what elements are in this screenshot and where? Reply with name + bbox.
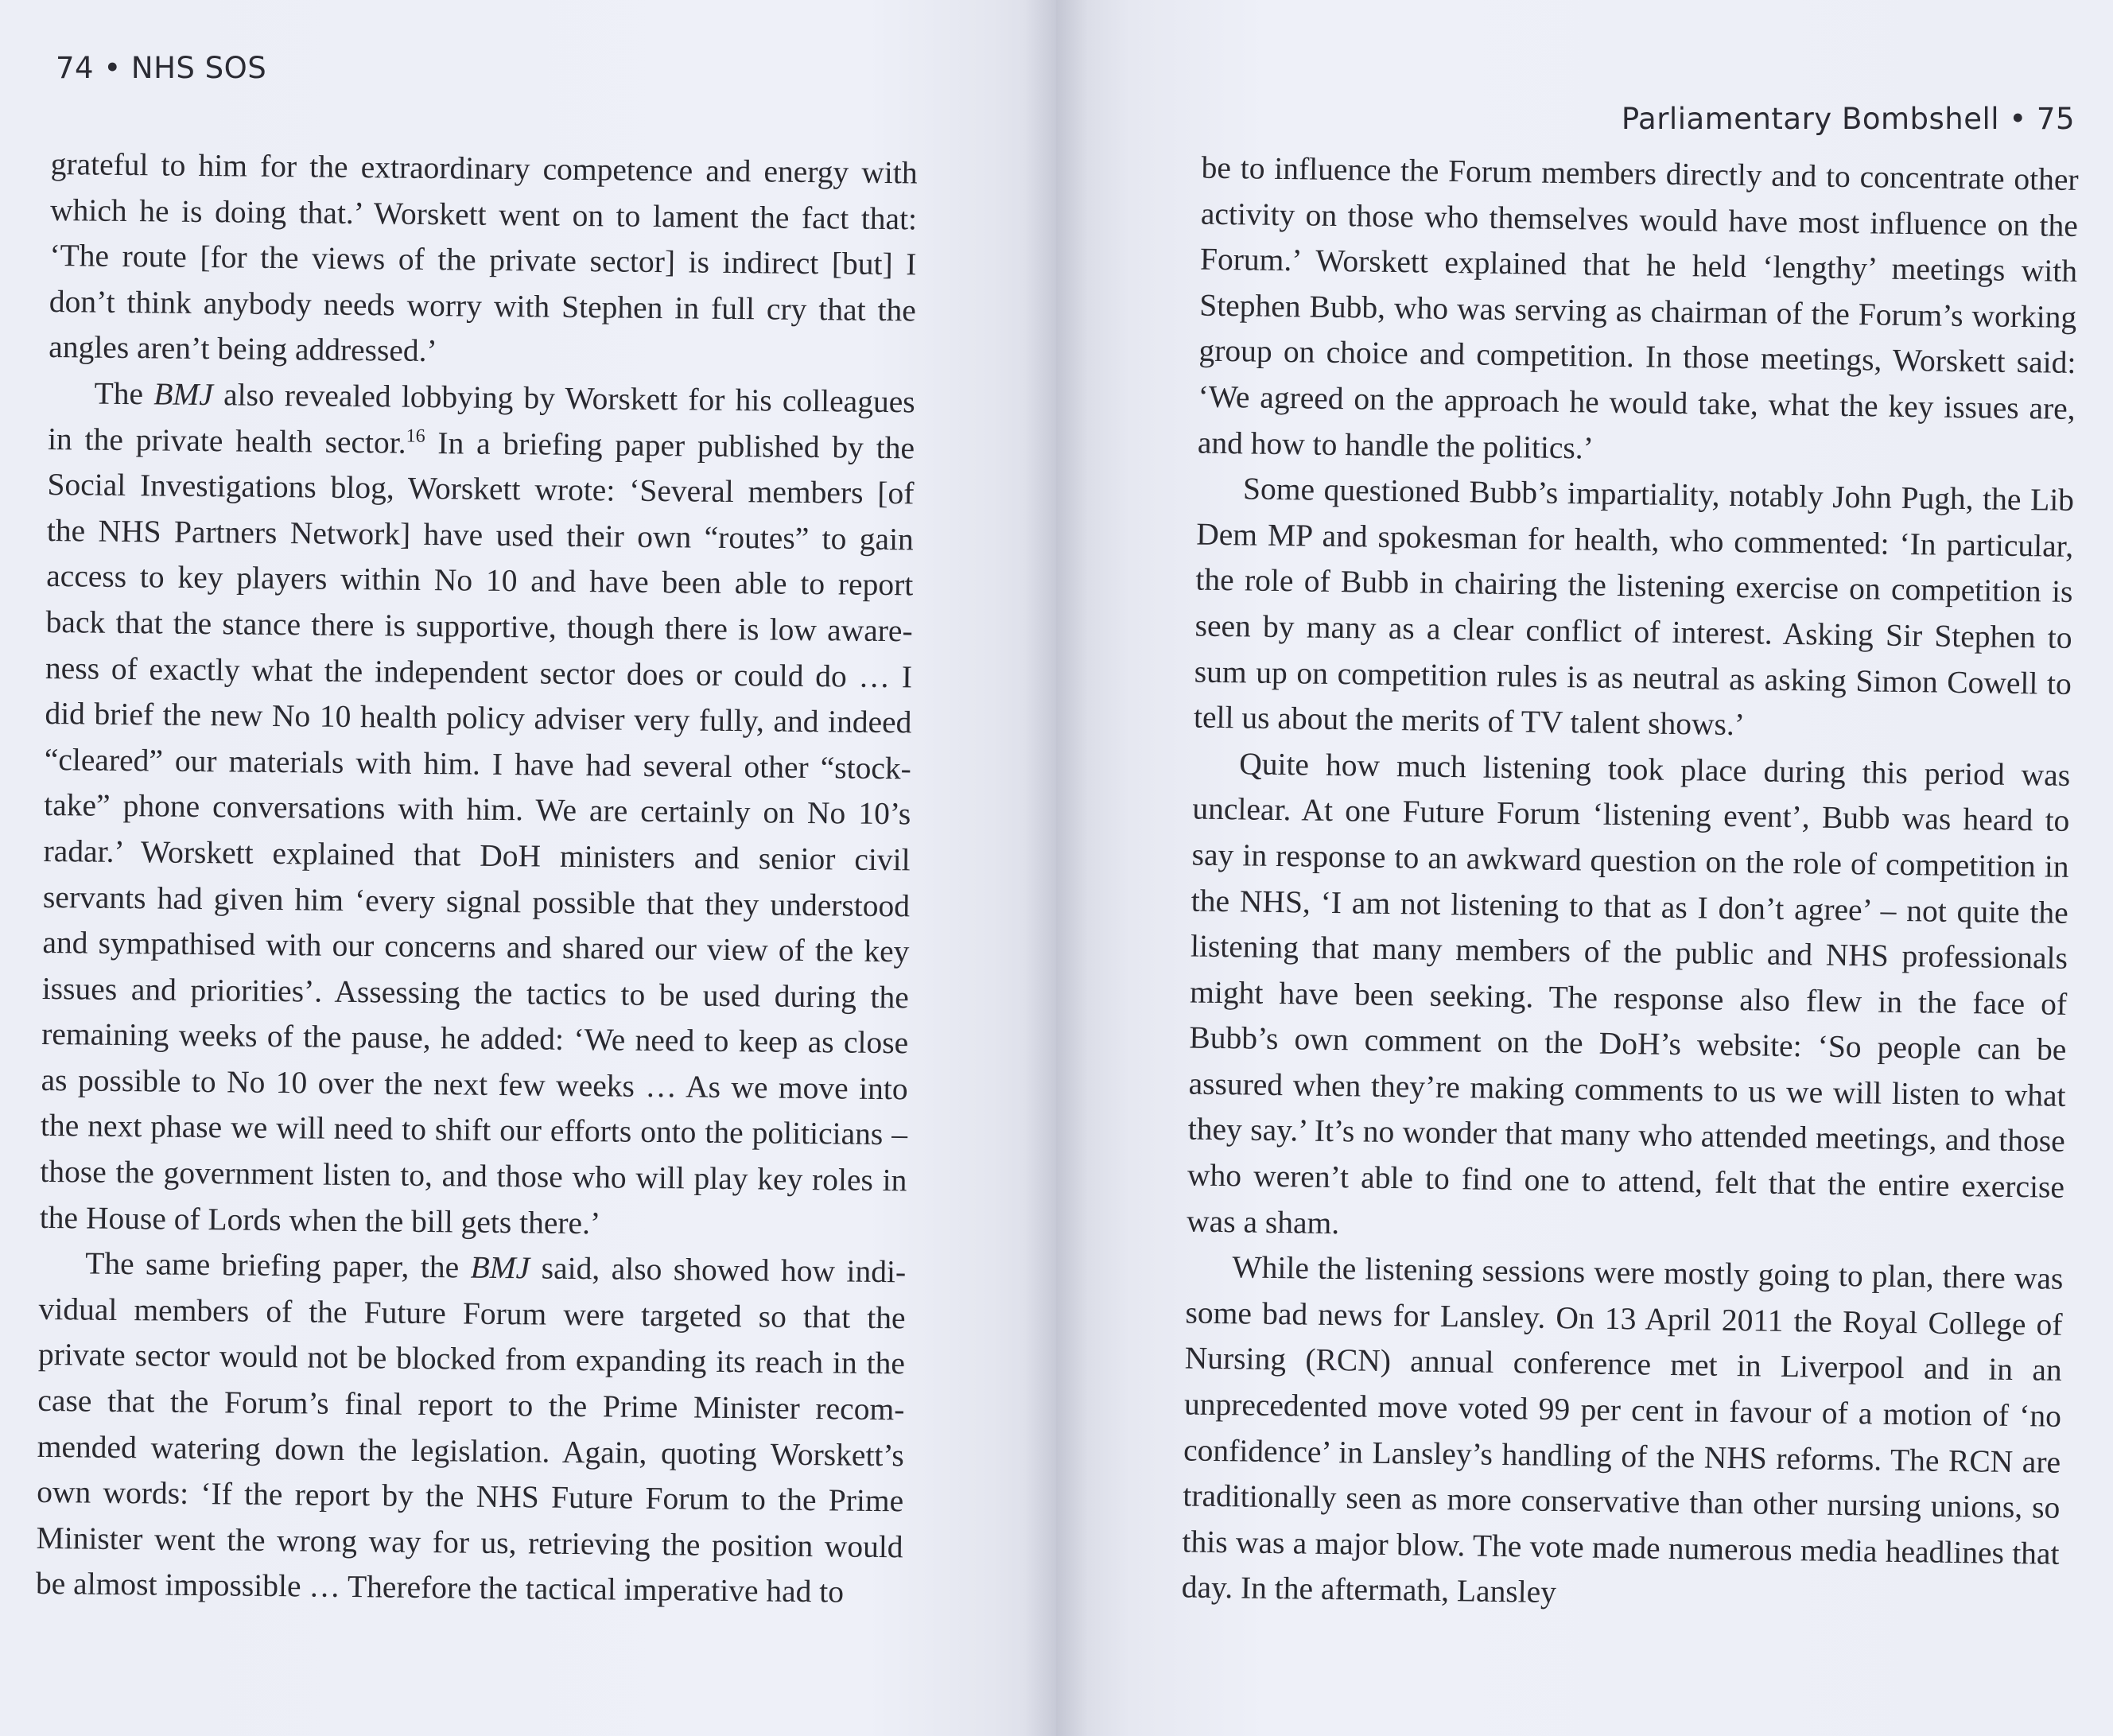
text-run: The bbox=[94, 375, 154, 412]
text-run: Quite how much listening took place during this period was unclear. At one Future Forum ‘listening event’, Bubb was heard to say in response to an awkward question on the role of competition in the NHS, ‘I am not listening to that as I don’t agree’ – not quite the listening that many members of the public and NHS professionals might have been seeking. The response also flew in the face of Bubb’s own comment on the DoH’s website: ‘So people can be assured when they’re making comments to us we will listen to what they say.’ It’s no wonder that many who attended meetings, and those who weren’t able to find one to attend, felt that the entire exercise was a sham. bbox=[1186, 746, 2071, 1241]
paragraph bbox=[40, 371, 915, 1250]
paragraph bbox=[1197, 146, 2079, 479]
right-running-head: Parliamentary Bombshell • 75 bbox=[1621, 102, 2075, 136]
right-page bbox=[1056, 0, 2113, 1736]
text-run: In a briefing paper published by the Social Investigations blog, Worskett wrote: ‘Several members [of the NHS Partners Network] have used their own “routes” to gain access to key players within No 10 and have been able to report back that the stance there is supportive, though there is low awareness of exactly what the independent sector does or could do … I did brief the new No 10 health policy adviser very fully, and indeed “cleared” our materials with him. I have had several other “stock-take” phone conversations with him. We are certainly on No 10’s radar.’ Worskett explained that DoH ministers and senior civil servants had given him ‘every signal possible that they understood and sympathised with our concerns and shared our view of the key issues and priorities’. Assessing the tactics to be used during the remaining weeks of the pause, he added: ‘We need to keep as close as possible to No 10 over the next few weeks … As we move into the next phase we will need to shift our efforts onto the politicians – those the government listen to, and those who will play key roles in the House of Lords when the bill gets there.’ bbox=[39, 425, 915, 1241]
text-run: grateful to him for the extraordinary competence and energy with which he is doing that.’ Worskett went on to lament the fact that: ‘The route [for the views of the private sector] is indirect [but] I don’t think anybody needs worry with Stephen in full cry that the angles aren’t being addressed.’ bbox=[49, 146, 918, 369]
paragraph bbox=[36, 1241, 907, 1616]
text-run: The same briefing paper, the bbox=[84, 1245, 471, 1285]
left-running-head: 74 • NHS SOS bbox=[56, 51, 267, 85]
text-run: Some questioned Bubb’s impartiality, notably John Pugh, the Lib Dem MP and spokesman for health, who commented: ‘In particular, the role of Bubb in chairing the listening exercise on competition is seen by many as a clear conflict of interest. Asking Sir Stephen to sum up on competition rules is as neutral as asking Simon Cowell to tell us about the merits of TV talent shows.’ bbox=[1193, 471, 2075, 743]
paragraph bbox=[1194, 466, 2075, 753]
text-run: be to influence the Forum members directly and to concentrate other activity on those who themselves would have most influence on the Forum.’ Worskett explained that he held ‘lengthy’ meetings with Stephen Bubb, who was serving as chairman of the Forum’s working group on choice and competition. In those meetings, Worskett said: ‘We agreed on the approach he would take, what the key issues are, and how to handle the politics.’ bbox=[1197, 150, 2079, 466]
paragraph bbox=[1187, 740, 2071, 1256]
paragraph bbox=[49, 142, 918, 379]
text-run: said, also showed how individual members of the Future Forum were targeted so that the private sector would not be blocked from expanding its reach in the case that the Forum’s final report to the Prime Minister recommended watering down the legislation. Again, quoting Worskett’s own words: ‘If the report by the NHS Future Forum to the Prime Minister went the wrong way for us, retrieving the position would be almost impossible … Therefore the tactical imperative had to bbox=[35, 1250, 907, 1610]
left-page bbox=[0, 0, 1056, 1736]
paragraph bbox=[1181, 1245, 2063, 1623]
footnote-reference: 16 bbox=[406, 425, 425, 447]
italic-title: BMJ bbox=[153, 376, 214, 413]
text-run: While the listening sessions were mostly going to plan, there was some bad news for Lansley. On 13 April 2011 the Royal College of Nursing (RCN) annual conference met in Liverpool and in an unprecedented move voted 99 per cent in favour of a motion of ‘no confidence’ in Lansley’s handling of the NHS reforms. The RCN are traditionally seen as more conservative than other nursing unions, so this was a major blow. The vote made numerous media headlines that day. In the aftermath, Lansley bbox=[1181, 1249, 2064, 1610]
italic-title: BMJ bbox=[470, 1249, 530, 1286]
right-page-body bbox=[1181, 146, 2079, 1623]
text-run: also revealed lobbying by Worskett for his colleagues in the private health sector. bbox=[47, 377, 915, 460]
left-page-body bbox=[36, 142, 918, 1616]
